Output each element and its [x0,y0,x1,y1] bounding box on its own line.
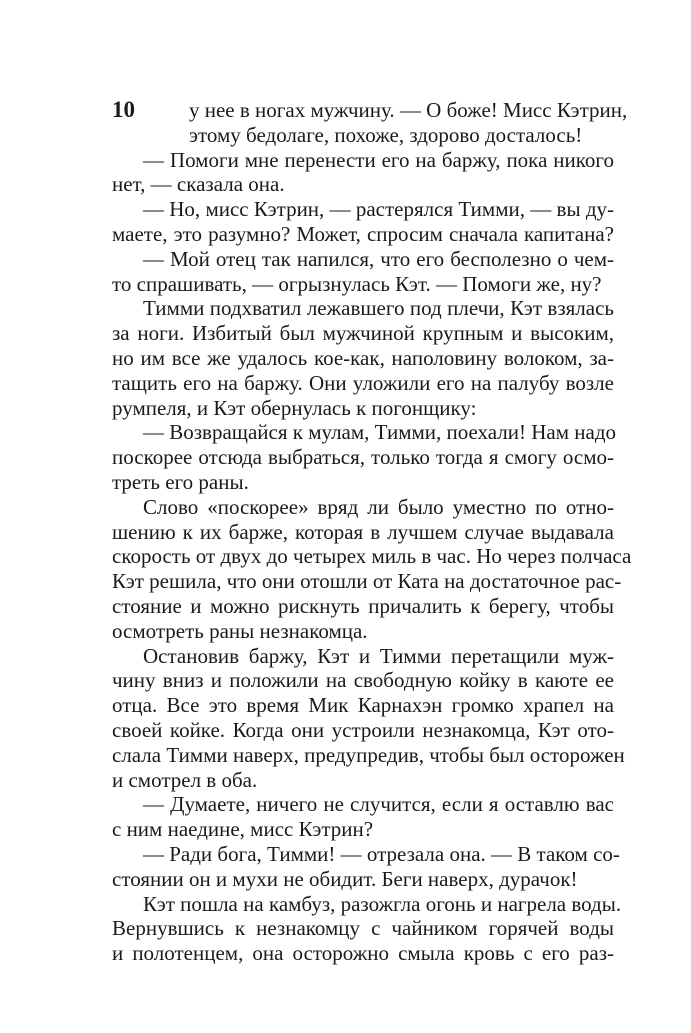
text-line: Тимми подхватил лежавшего под плечи, Кэт взялась [143,296,614,321]
text-line: но им все же удалось кое-как, наполовину волоком, за- [112,345,614,370]
text-line: у нее в ногах мужчину. — О боже! Мисс Кэтрин, [189,98,628,122]
text-line: маете, это разумно? Может, спросим сначала капитана? [112,221,614,246]
page-number: 10 [112,97,135,122]
text-line: — Ради бога, Тимми! — отрезала она. — В таком со- [143,841,620,866]
text-line: румпеля, и Кэт обернулась к погонщику: [112,395,477,420]
text-line: Кэт пошла на камбуз, разожгла огонь и нагрела воды. [143,891,622,916]
text-line: стояние и можно рискнуть причалить к берегу, чтобы [112,593,614,618]
text-line: — Но, мисс Кэтрин, — растерялся Тимми, — вы ду- [143,197,614,222]
text-line: и полотенцем, она осторожно смыла кровь с его раз- [112,941,614,966]
text-line: стоянии он и мухи не обидит. Беги наверх, дурачок! [112,866,578,891]
text-line: тащить его на баржу. Они уложили его на палубу возле [112,370,614,395]
text-line: — Возвращайся к мулам, Тимми, поехали! Нам надо [143,420,617,445]
text-line: — Мой отец так напился, что его бесполезно о чем- [143,246,614,271]
text-line: Кэт решила, что они отошли от Ката на достаточное рас- [112,569,622,594]
text-line: чину вниз и положили на свободную койку в каюте ее [112,668,614,693]
text-line: отца. Все это время Мик Карнахэн громко храпел на [112,693,614,718]
text-line: — Помоги мне перенести его на баржу, пока никого [143,147,614,172]
text-line: Слово «поскорее» вряд ли было уместно по отно- [143,494,614,519]
text-line: слала Тимми наверх, предупредив, чтобы был осторожен [112,742,625,767]
text-line: с ним наедине, мисс Кэтрин? [112,817,374,842]
text-line: нет, — сказала она. [112,172,285,197]
text-line: треть его раны. [112,469,249,494]
text-line: поскорее отсюда выбраться, только тогда я смогу осмо- [112,445,614,470]
text-line: то спрашивать, — огрызнулась Кэт. — Помоги же, ну? [112,271,602,296]
text-line: скорость от двух до четырех миль в час. Но через полчаса [112,544,632,569]
text-line: осмотреть раны незнакомца. [112,618,368,643]
text-line: и смотрел в оба. [112,767,258,792]
text-line: шению к их барже, которая в лучшем случае выдавала [112,519,614,544]
text-line: этому бедолаге, похоже, здорово досталось! [189,122,583,147]
text-line: своей койке. Когда они устроили незнакомца, Кэт ото- [112,717,614,742]
text-line: — Думаете, ничего не случится, если я оставлю вас [143,792,614,817]
body-text [112,98,632,966]
text-line: Остановив баржу, Кэт и Тимми перетащили муж- [143,643,614,668]
text-line: за ноги. Избитый был мужчиной крупным и высоким, [112,321,614,346]
text-line: Вернувшись к незнакомцу с чайником горячей воды [112,916,614,941]
